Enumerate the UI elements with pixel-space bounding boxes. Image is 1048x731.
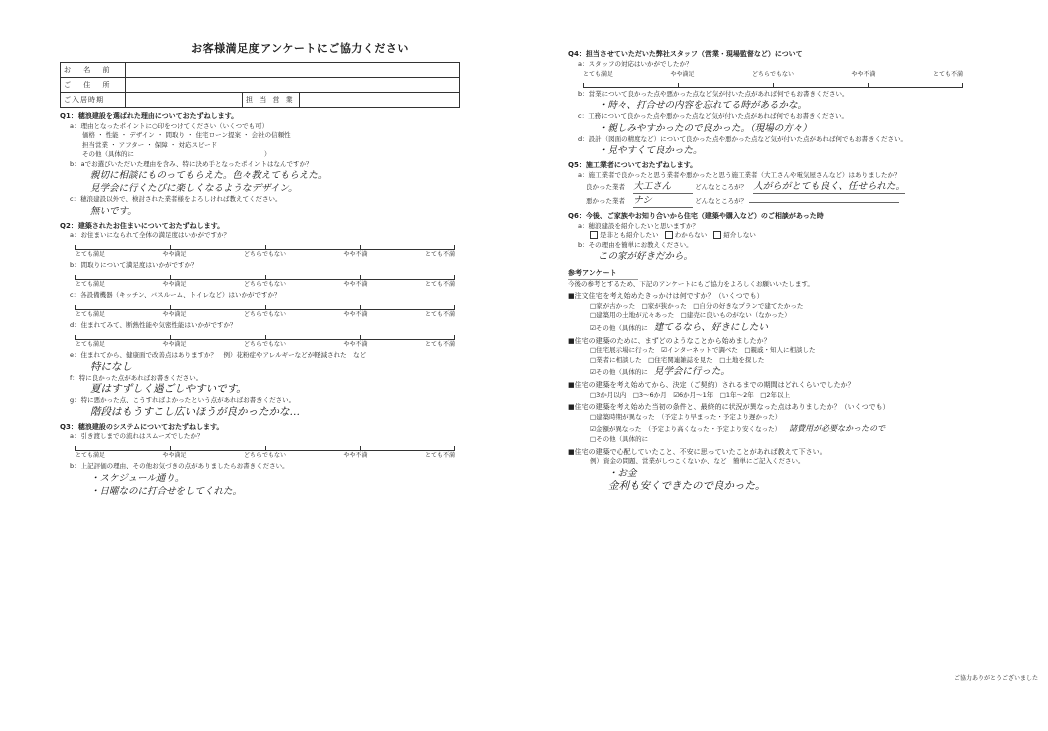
scale-label: とても満足	[75, 451, 106, 459]
scale-label: どちらでもない	[244, 451, 286, 459]
q5-good-row	[586, 180, 1048, 194]
scale-label: とても不満	[424, 451, 455, 459]
thanks-note: ご協力ありがとうございました	[953, 675, 1038, 682]
q2-c: c：各設備機器（キッチン、バスルーム、トイレなど）はいかがですか？	[70, 291, 281, 299]
q3-heading: Q3：穂浪建設のシステムについておたずねします。	[60, 422, 224, 431]
ref-q1-options-1[interactable]: □家が古かった □家が狭かった □自分の好きなプランで建てたかった	[590, 301, 804, 310]
survey-title: お客様満足度アンケートにご協力ください	[191, 42, 409, 55]
q3-b: b：上記評価の理由、その他お気づきの点がありましたらお書きください。	[70, 462, 289, 470]
scale-label: やや不満	[343, 280, 368, 288]
q6-heading: Q6：今後、ご家族やお知り合いから住宅（建築や購入など）のご相談があった時	[568, 212, 824, 220]
scale-label: とても満足	[583, 71, 614, 78]
scale-label: やや満足	[162, 310, 187, 318]
rep-label: 担 当 営 業	[243, 93, 300, 108]
address-field[interactable]	[126, 78, 460, 93]
q2-c-scale[interactable]	[75, 302, 455, 320]
ref-q1-answer: 建てるなら、好きにしたい	[653, 321, 768, 333]
scale-label: やや満足	[162, 280, 187, 288]
q1-b-answer-1: 親切に相談にものってもらえた。色々教えてもらえた。	[90, 170, 328, 181]
q2-heading: Q2：建築されたお住まいについておたずねします。	[60, 221, 225, 230]
q2-a-scale[interactable]	[75, 242, 455, 260]
scale-label: とても満足	[75, 280, 106, 288]
q1-b-answer-2: 見学会に行くたびに楽しくなるようなデザイン。	[90, 183, 298, 194]
scale-label: やや不満	[343, 250, 368, 258]
address-label: ご 住 所	[61, 78, 126, 93]
move-in-label: ご入居時期	[61, 93, 126, 108]
name-label: お 名 前	[61, 63, 126, 78]
ref-q5-answer-1: ・お金	[608, 467, 637, 479]
q5-good-reason[interactable]: 人がらがとても良く、任せられた。	[753, 181, 906, 192]
ref-q4-other[interactable]: □その他（具体的に	[590, 435, 649, 443]
q1-other[interactable]: その他（具体的に ）	[82, 150, 271, 158]
q4-b-answer: ・時々、打合せの内容を忘れてる時があるかな。	[598, 100, 808, 111]
scale-label: とても不満	[424, 250, 455, 258]
name-field[interactable]	[126, 63, 460, 78]
q5-bad-question: どんなところが？	[695, 197, 748, 205]
q5-a: a：施工業者で良かったと思う業者や悪かったと思う施工業者（大工さんや電気屋さんなど）はありましたか？	[578, 170, 901, 179]
option-label: 是非とも紹介したい	[600, 231, 659, 239]
scale-label: やや満足	[162, 451, 187, 459]
scale-label: やや不満	[343, 310, 368, 318]
ref-q3: ■住宅の建築を考え始めてから、決定（ご契約）されるまでの期間はどれくらいでしたか？	[568, 381, 855, 389]
q3-b-answer-2: ・日曜なのに打合せをしてくれた。	[90, 485, 243, 497]
q1-section	[60, 112, 540, 218]
checkbox[interactable]	[590, 231, 598, 239]
scale-label: とても満足	[75, 340, 106, 348]
scale-label: やや満足	[670, 71, 695, 78]
q1-b: b：aでお選びいただいた理由を含み、特に決め手となったポイントはなんですか？	[70, 159, 313, 168]
scale-label: とても満足	[75, 310, 106, 318]
rep-field[interactable]	[300, 93, 460, 108]
scale-label: どちらでもない	[752, 71, 794, 78]
scale-label: とても不満	[932, 71, 963, 78]
q2-d: d：住まれてみて、断熱性能や気密性能はいかがですか？	[70, 321, 237, 329]
q5-good-question: どんなところが？	[695, 183, 748, 191]
q2-a: a：お住まいになられて全体の満足度はいかがですか？	[70, 231, 230, 239]
reference-section	[568, 269, 1048, 493]
scale-label: どちらでもない	[244, 280, 286, 288]
q5-bad-reason[interactable]	[749, 194, 899, 203]
q2-g: g：特に悪かった点、こうすればよかったという点があればお書きください。	[70, 396, 296, 404]
scale-label: どちらでもない	[244, 250, 286, 258]
scale-label: とても不満	[424, 280, 455, 288]
ref-q5: ■住宅の建築で心配していたこと、不安に思っていたことがあれば教えて下さい。	[568, 447, 827, 456]
left-page	[60, 40, 540, 690]
q4-heading: Q4：担当させていただいた弊社スタッフ（営業・現場監督など）について	[568, 50, 803, 58]
option-label: わからない	[674, 231, 708, 239]
q2-f-answer: 夏はすずしく過ごしやすいです。	[90, 383, 247, 395]
q6-b: b：その理由を簡単にお教えください。	[578, 240, 693, 249]
ref-q2: ■住宅の建築のために、まずどのようなことから始めましたか？	[568, 336, 771, 345]
checkbox[interactable]	[713, 231, 721, 239]
q3-b-answer-1: ・スケジュール通り。	[90, 472, 185, 484]
checkbox[interactable]	[665, 231, 673, 239]
q4-c-answer: ・親しみやすかったので良かった。（現場の方々）	[598, 122, 812, 134]
ref-q4-options-2[interactable]	[590, 422, 1048, 435]
q2-section	[60, 222, 540, 419]
q1-options-1[interactable]: 価格 ・ 性能 ・ デザイン ・ 間取り ・ 住宅ローン提案 ・ 会社の信頼性	[82, 131, 291, 139]
other-label: ☑その他（具体的に	[590, 323, 648, 332]
q5-bad-answer[interactable]: ナシ	[633, 194, 693, 208]
q3-section	[60, 423, 540, 498]
q2-g-answer: 階段はもうすこし広いほうが良かったかな…	[90, 405, 300, 418]
ref-q4-options-1[interactable]: □建築時期が異なった （予定より早まった・予定より遅かった）	[590, 412, 782, 421]
ref-q1-options-2[interactable]: □建築用の土地が元々あった □建売に良いものがない（なかった）	[590, 311, 791, 319]
option-label: ☑金額が異なった （予定より高くなった・予定より安くなった）	[590, 425, 782, 433]
q5-bad-label: 悪かった業者	[586, 197, 625, 205]
q5-good-answer[interactable]: 大工さん	[633, 180, 693, 194]
scale-label: やや満足	[162, 340, 187, 348]
ref-q2-other[interactable]	[590, 365, 1048, 378]
other-label: ☑その他（具体的に	[590, 368, 648, 376]
ref-q3-options[interactable]: □3か月以内 □3～6か月 ☑6か月～1年 □1年～2年 □2年以上	[590, 390, 790, 399]
q2-e: e：住まれてから、健康面で改善点はありますか？ 例）花粉症やアレルギーなどが軽減された など	[70, 351, 367, 359]
q3-a: a：引き渡しまでの流れはスムーズでしたか？	[70, 432, 204, 440]
ref-q5-answer-2: 金利も安くできたので良かった。	[608, 479, 766, 492]
scale-label: とても不満	[424, 310, 455, 318]
scale-label: やや不満	[343, 451, 368, 459]
q2-d-scale[interactable]	[75, 332, 455, 350]
q1-options-2[interactable]: 担当営業 ・ アフター ・ 保障 ・ 対応スピード	[82, 140, 218, 149]
scale-label: やや不満	[343, 340, 368, 348]
q3-a-scale[interactable]	[75, 443, 455, 461]
ref-q2-options-1[interactable]: □住宅展示場に行った ☑インターネットで調べた □親戚・知人に相談した	[590, 346, 816, 354]
q5-bad-row	[586, 194, 1048, 208]
reference-intro: 今後の参考とするため、下記のアンケートにもご協力をよろしくお願いいたします。	[568, 279, 814, 288]
q5-good-label: 良かった業者	[586, 183, 625, 191]
scale-label: やや不満	[851, 71, 876, 78]
q6-a: a：穂浪建設を紹介したいと思いますか？	[578, 221, 699, 230]
ref-q2-options-2[interactable]: □業者に相談した □住宅関連雑誌を見た □土地を探した	[590, 355, 765, 364]
scale-label: どちらでもない	[244, 340, 286, 348]
q1-c: c：穂浪建設以外で、検討された業者様をよろしければ教えてください。	[70, 195, 282, 203]
q1-c-answer: 無いです。	[90, 205, 137, 217]
q6-section	[568, 212, 1048, 263]
ref-q4-answer: 諸費用が必要なかったので	[789, 424, 886, 433]
q4-a: a：スタッフの対応はいかがでしたか？	[578, 59, 693, 68]
ref-q5-example: 例）資金の問題、営業がしつこくないか、など 簡単にご記入ください。	[590, 457, 805, 465]
q2-b: b：間取りについて満足度はいかがですか？	[70, 261, 198, 269]
q4-c: c：工務について良かった点や悪かった点など気が付いた点があれば何でもお書きください。	[578, 112, 848, 120]
q2-e-answer: 特になし	[90, 360, 132, 373]
scale-label: どちらでもない	[244, 310, 286, 318]
option-label: 紹介しない	[723, 231, 756, 239]
q4-d-answer: ・見やすくて良かった。	[598, 145, 703, 156]
customer-info-table	[60, 62, 460, 108]
ref-q4: ■住宅の建築を考え始めた当初の条件と、最終的に状況が異なった点はありましたか？（いくつでも）	[568, 403, 890, 411]
q2-f: f：特に良かった点があればお書きください。	[70, 373, 203, 382]
q2-b-scale[interactable]	[75, 272, 455, 290]
move-in-field[interactable]	[126, 93, 243, 108]
q6-a-options[interactable]	[590, 231, 1048, 241]
right-page	[568, 40, 1048, 690]
ref-q1-other[interactable]	[590, 321, 1048, 334]
q5-heading: Q5：施工業者についておたずねします。	[568, 161, 698, 169]
ref-q1: ■注文住宅を考え始めたきっかけは何ですか？（いくつでも）	[568, 292, 764, 300]
q1-a: a：理由となったポイントに○印をつけてください（いくつでも可）	[70, 121, 269, 130]
scale-label: とても満足	[75, 250, 106, 258]
q4-a-scale[interactable]	[583, 70, 963, 88]
scale-label: とても不満	[424, 340, 455, 348]
q6-b-answer: この家が好きだから。	[598, 251, 694, 262]
reference-heading: 参考アンケート	[568, 269, 638, 280]
q4-d: d：設計（図面の精度など）について良かった点や悪かった点など気が付いた点があれば何でもお書きください。	[578, 134, 907, 143]
q5-section	[568, 161, 1048, 208]
scale-label: やや満足	[162, 250, 187, 258]
ref-q2-answer: 見学会に行った。	[653, 366, 730, 377]
q4-b: b：営業について良かった点や悪かった点など気が付いた点があれば何でもお書きください。	[578, 89, 849, 98]
q1-heading: Q1：穂浪建設を選ばれた理由についておたずねします。	[60, 112, 239, 120]
q4-section	[568, 50, 1048, 157]
